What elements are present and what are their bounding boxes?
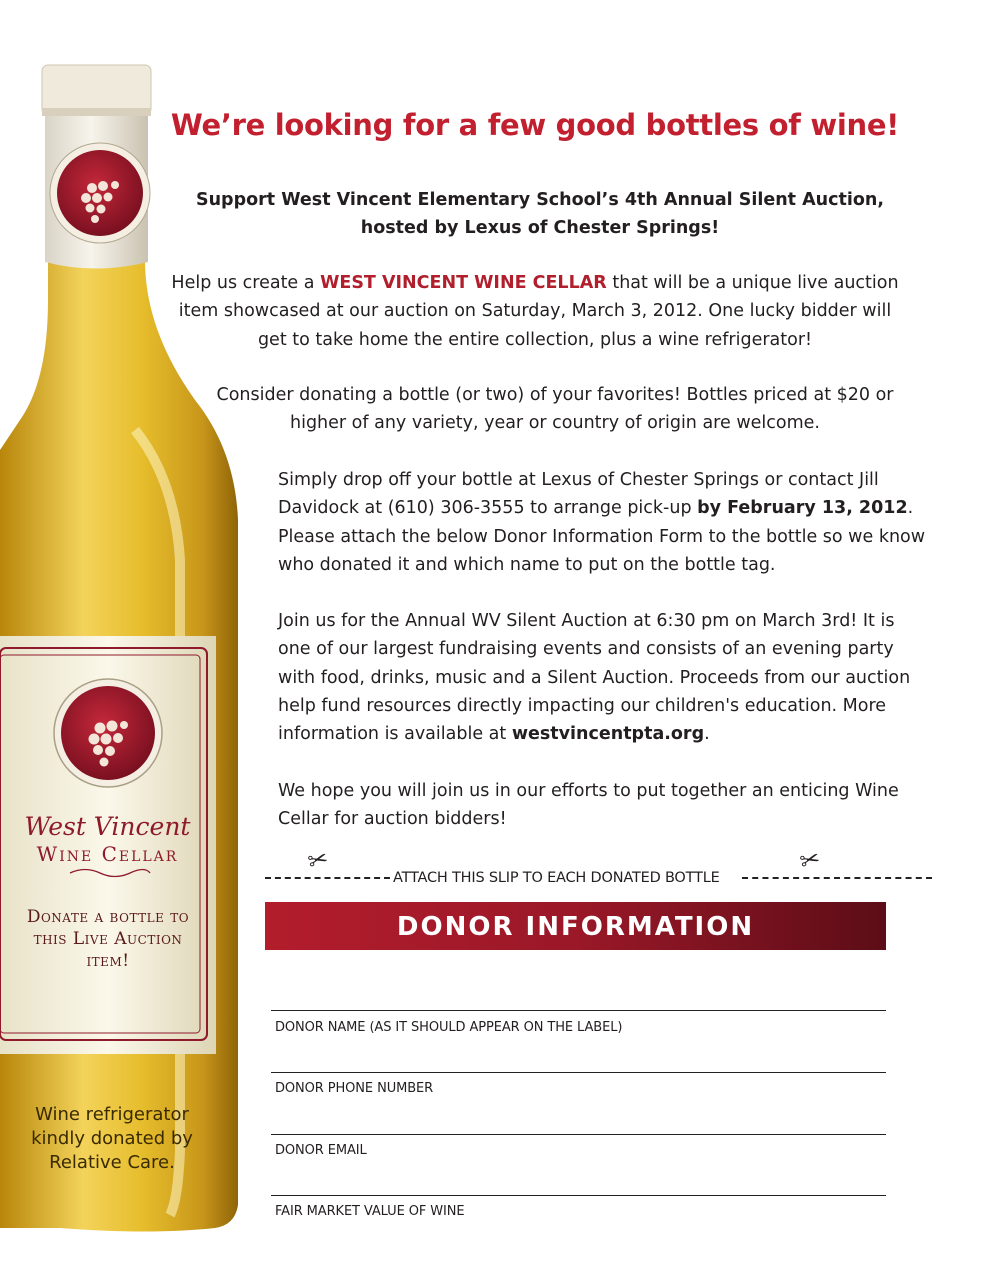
donor-name-field[interactable] — [271, 1010, 886, 1011]
label-brand-name: Wine Cellar — [36, 842, 179, 866]
auction-text-post: . — [704, 724, 710, 745]
label-brand-script: West Vincent — [24, 812, 191, 841]
attach-slip-instruction: ATTACH THIS SLIP TO EACH DONATED BOTTLE — [393, 870, 720, 886]
dropoff-paragraph — [278, 466, 928, 579]
intro-text-pre: Help us create a — [171, 273, 321, 293]
wine-cellar-highlight: WEST VINCENT WINE CELLAR — [320, 273, 607, 293]
donor-name-label: DONOR NAME (AS IT SHOULD APPEAR ON THE LABEL) — [275, 1020, 623, 1035]
auction-paragraph — [278, 607, 928, 748]
donor-phone-label: DONOR PHONE NUMBER — [275, 1081, 434, 1096]
closing-paragraph: We hope you will join us in our efforts to put together an enticing Wine Cellar for auction bidders! — [278, 781, 899, 830]
wine-value-field[interactable] — [271, 1195, 886, 1196]
dropoff-text-post: . Please attach the below Donor Information Form to the bottle so we know who donated it and which name to put on the bottle tag. — [278, 498, 926, 575]
donor-email-field[interactable] — [271, 1134, 886, 1135]
subheading-line-2: hosted by Lexus of Chester Springs! — [360, 218, 720, 238]
label-call-to-action: Donate a bottle to this Live Auction item! — [26, 907, 190, 971]
scissors-icon: ✂ — [304, 843, 332, 877]
pta-website-link[interactable]: westvincentpta.org — [511, 724, 705, 745]
donation-paragraph: Consider donating a bottle (or two) of your favorites! Bottles priced at $20 or higher of any variety, year or country of origin are welcome. — [216, 385, 894, 434]
cut-line-left — [265, 877, 390, 879]
event-subheading — [160, 186, 920, 242]
cut-line-right — [742, 877, 932, 879]
page-headline: We’re looking for a few good bottles of wine! — [170, 108, 900, 142]
intro-text-post: that will be a unique live auction item showcased at our auction on Saturday, March 3, 2012. One lucky bidder will get to take home the entire collection, plus a wine refrigerator! — [178, 273, 899, 350]
subheading-line-1: Support West Vincent Elementary School’s 4th Annual Silent Auction, — [196, 190, 884, 210]
donor-information-banner: DONOR INFORMATION — [265, 902, 886, 950]
dropoff-text-pre: Simply drop off your bottle at Lexus of Chester Springs or contact Jill Davidock at (610) 306-3555 to arrange pick-up — [278, 470, 879, 519]
refrigerator-credit: Wine refrigerator kindly donated by Relative Care. — [31, 1104, 193, 1173]
deadline-date: by February 13, 2012 — [697, 498, 908, 519]
donor-email-label: DONOR EMAIL — [275, 1143, 367, 1158]
wine-value-label: FAIR MARKET VALUE OF WINE — [275, 1204, 465, 1219]
donor-phone-field[interactable] — [271, 1072, 886, 1073]
auction-text-pre: Join us for the Annual WV Silent Auction at 6:30 pm on March 3rd! It is one of our largest fundraising events and consists of an evening party with food, drinks, music and a Silent Auction. Proceeds from our auction help fund resources directly impacting our children's education. More information is available at — [278, 611, 911, 745]
scissors-icon: ✂ — [796, 843, 824, 877]
intro-paragraph — [170, 269, 900, 354]
